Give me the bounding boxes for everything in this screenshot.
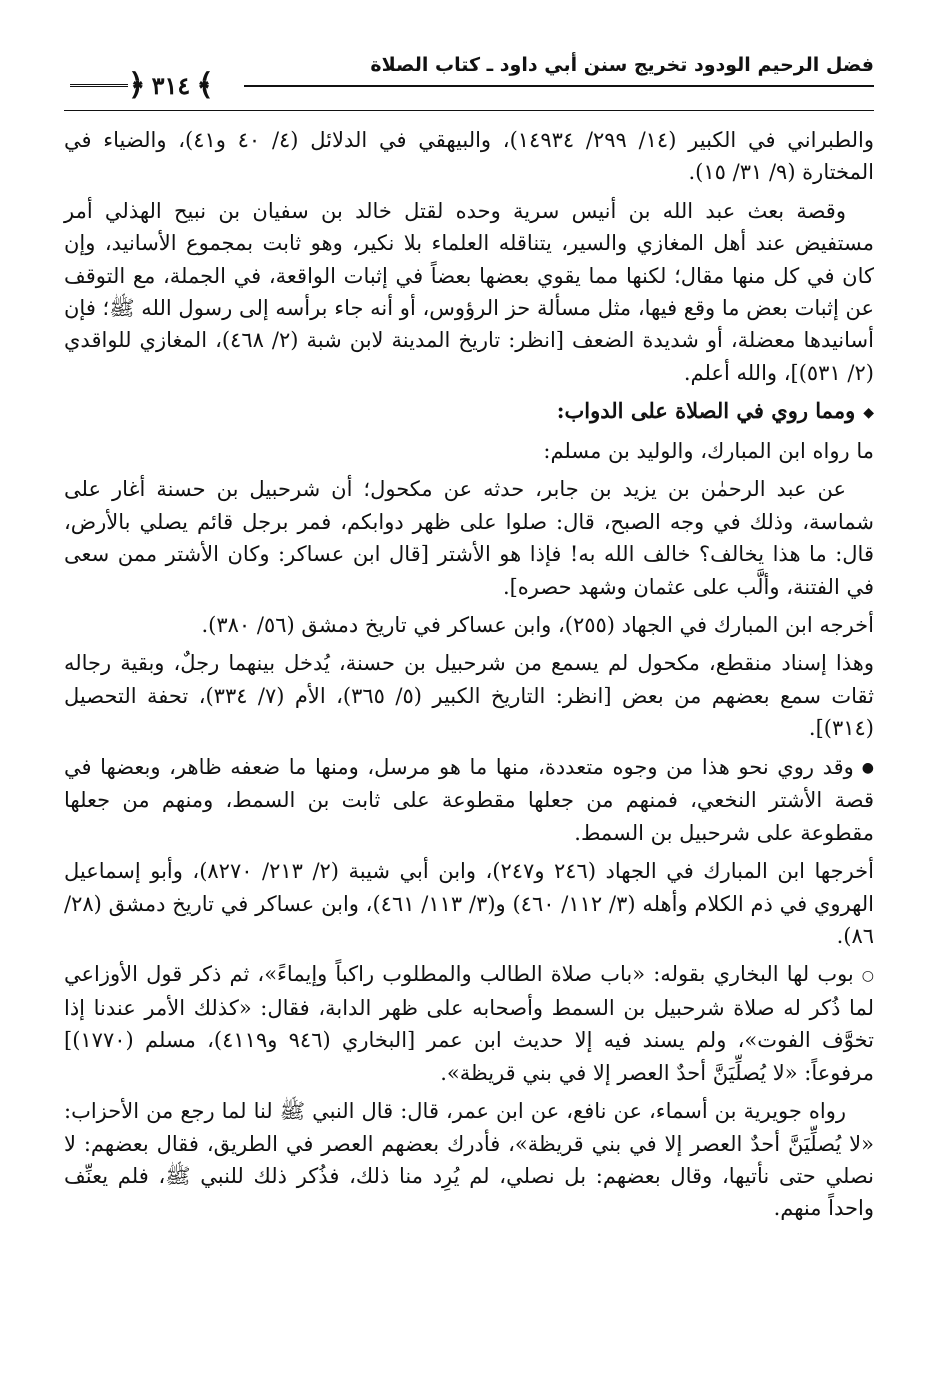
header-rule <box>244 85 874 87</box>
ornament-dash <box>70 84 128 87</box>
paragraph-text: وقد روي نحو هذا من وجوه متعددة، منها ما هو مرسل، ومنها ما ضعفه ظاهر، وبعضها في قصة الأشتر النخعي، فمنهم من جعلها مقطوعة على ثابت بن السمط، ومنهم من جعلها مقطوعة على شرحبيل بن السمط. <box>64 754 874 845</box>
bullet-dot-icon: ● <box>861 759 874 776</box>
paragraph: والطبراني في الكبير (١٤/ ٢٩٩/ ١٤٩٣٤)، والبيهقي في الدلائل (٤/ ٤٠ و٤١)، والضياء في المختارة (٩/ ٣١/ ١٥). <box>64 128 874 185</box>
paragraph: وهذا إسناد منقطع، مكحول لم يسمع من شرحبيل بن حسنة، يُدخل بينهما رجلٌ، وبقية رجاله ثقات سمع بعضهم من بعض [انظر: التاريخ الكبير (٥/ ٣٦٥)، الأم (٧/ ٣٣٤)، تحفة التحصيل (٣١٤)]. <box>64 651 874 741</box>
paragraph: ما رواه ابن المبارك، والوليد بن مسلم: <box>543 438 874 463</box>
paragraph <box>64 958 874 1089</box>
paragraph: أخرجه ابن المبارك في الجهاد (٢٥٥)، وابن عساكر في تاريخ دمشق (٥٦/ ٣٨٠). <box>201 612 874 637</box>
document-page <box>64 40 874 1340</box>
ornament-bracket-right: ﴾ <box>196 68 214 103</box>
running-title: فضل الرحيم الودود تخريج سنن أبي داود ـ كتاب الصلاة <box>370 54 874 76</box>
ornament-bracket-left: ﴿ <box>128 68 146 103</box>
paragraph: عن عبد الرحمٰن بن يزيد بن جابر، حدثه عن مكحول؛ أن شرحبيل بن حسنة أغار على شماسة، وذلك في وجه الصبح، قال: صلوا على ظهر دوابكم، فمر برجل قائم يصلي بالأرض، قال: ما هذا يخالف؟ خالف الله به! فإذا هو الأشتر [قال ابن عساكر: وكان الأشتر ممن سعى في الفتنة، وألَّب على عثمان وشهد حصره]. <box>64 477 874 599</box>
paragraph: أخرجها ابن المبارك في الجهاد (٢٤٦ و٢٤٧)، وابن أبي شيبة (٢/ ٢١٣/ ٨٢٧٠)، وأبو إسماعيل الهروي في ذم الكلام وأهله (٣/ ١١٢/ ٤٦٠) و(٣/ ١١٣/ ٤٦١)، وابن عساكر في تاريخ دمشق (٢٨/ ٨٦). <box>64 859 875 948</box>
paragraph-text: بوب لها البخاري بقوله: «باب صلاة الطالب والمطلوب راكباً وإيماءً»، ثم ذكر قول الأوزاعي لما ذُكر له صلاة شرحبيل بن السمط وأصحابه على ظهر الدابة، فقال: «كذلك الأمر عندنا إذا تخوَّف الفوت»، ولم يسند فيه إلا حديث ابن عمر [البخاري (٩٤٦ و٤١١٩)، مسلم (١٧٧٠)] مرفوعاً: «لا يُصلِّيَنَّ أحدٌ العصر إلا في بني قريظة». <box>64 962 874 1085</box>
header-underline <box>64 110 874 111</box>
page-header <box>64 40 874 112</box>
page-number-ornament <box>64 68 214 103</box>
circle-marker-icon: ○ <box>861 967 874 984</box>
paragraph <box>64 751 874 850</box>
section-marker-icon: ◆ <box>863 404 874 421</box>
page-number: ٣١٤ <box>151 71 191 100</box>
paragraph: وقصة بعث عبد الله بن أنيس سرية وحده لقتل خالد بن سفيان بن نبيح الهذلي أمر مستفيض عند أهل المغازي والسير، يتناقله العلماء بلا نكير، وهو ثابت بمجموع الأسانيد، وإن كان في كل منها مقال؛ لكنها مما يقوي بعضها بعضاً في إثبات الواقعة، في الجملة، مع التوقف عن إثبات بعض ما وقع فيها، مثل مسألة حز الرؤوس، أو أنه جاء برأسه إلى رسول الله ﷺ؛ فإن أسانيدها معضلة، أو شديدة الضعف [انظر: تاريخ المدينة لابن شبة (٢/ ٤٦٨)، المغازي للواقدي (٢/ ٥٣١)]، والله أعلم. <box>64 198 874 385</box>
page-body <box>64 124 874 1231</box>
paragraph: رواه جويرية بن أسماء، عن نافع، عن ابن عمر، قال: قال النبي ﷺ لنا لما رجع من الأحزاب: «لا يُصلِّيَنَّ أحدٌ العصر إلا في بني قريظة»، فأدرك بعضهم العصر في الطريق، فقال بعضهم: لا نصلي حتى نأتيها، وقال بعضهم: بل نصلي، لم يُرِد منا ذلك، فذُكر ذلك للنبي ﷺ، فلم يعنِّف واحداً منهم. <box>64 1099 874 1221</box>
section-heading-text: ومما روي في الصلاة على الدواب: <box>556 398 856 424</box>
section-heading <box>64 395 874 429</box>
